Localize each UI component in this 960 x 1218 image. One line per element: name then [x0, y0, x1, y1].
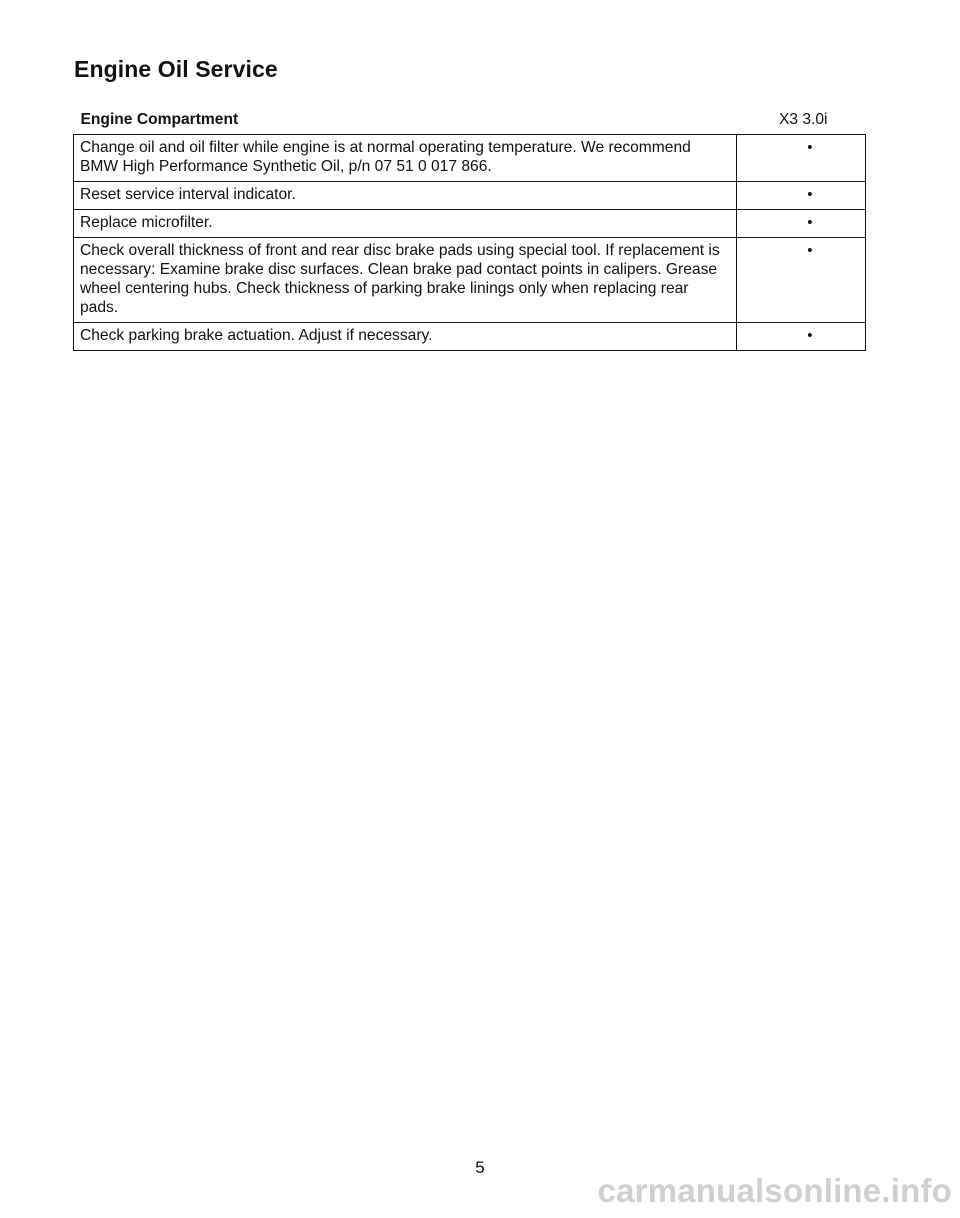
check-bullet: •	[807, 242, 813, 259]
table-row	[74, 135, 866, 182]
task-cell: Check parking brake actuation. Adjust if necessary.	[74, 323, 737, 351]
check-bullet: •	[807, 139, 813, 156]
check-cell	[736, 135, 865, 182]
check-cell	[736, 238, 865, 323]
check-bullet: •	[807, 327, 813, 344]
table-row	[74, 182, 866, 210]
table-row	[74, 323, 866, 351]
task-cell: Reset service interval indicator.	[74, 182, 737, 210]
task-cell: Replace microfilter.	[74, 210, 737, 238]
check-bullet: •	[807, 186, 813, 203]
table-header-row	[74, 108, 866, 135]
task-cell: Check overall thickness of front and rear disc brake pads using special tool. If replacement is necessary: Examine brake disc surfaces. Clean brake pad contact points in calipers. Grease wheel centering hubs. Check thickness of parking brake linings only when replacing rear pads.	[74, 238, 737, 323]
check-cell	[736, 210, 865, 238]
page-title: Engine Oil Service	[74, 56, 278, 82]
check-bullet: •	[807, 214, 813, 231]
check-cell	[736, 323, 865, 351]
table-row	[74, 210, 866, 238]
model-header: X3 3.0i	[736, 108, 865, 135]
page-number: 5	[475, 1158, 485, 1177]
watermark: carmanualsonline.info	[597, 1172, 952, 1209]
section-header: Engine Compartment	[74, 108, 737, 135]
service-table	[73, 108, 866, 351]
check-cell	[736, 182, 865, 210]
task-cell: Change oil and oil filter while engine is at normal operating temperature. We recommend BMW High Performance Synthetic Oil, p/n 07 51 0 017 866.	[74, 135, 737, 182]
table-row	[74, 238, 866, 323]
